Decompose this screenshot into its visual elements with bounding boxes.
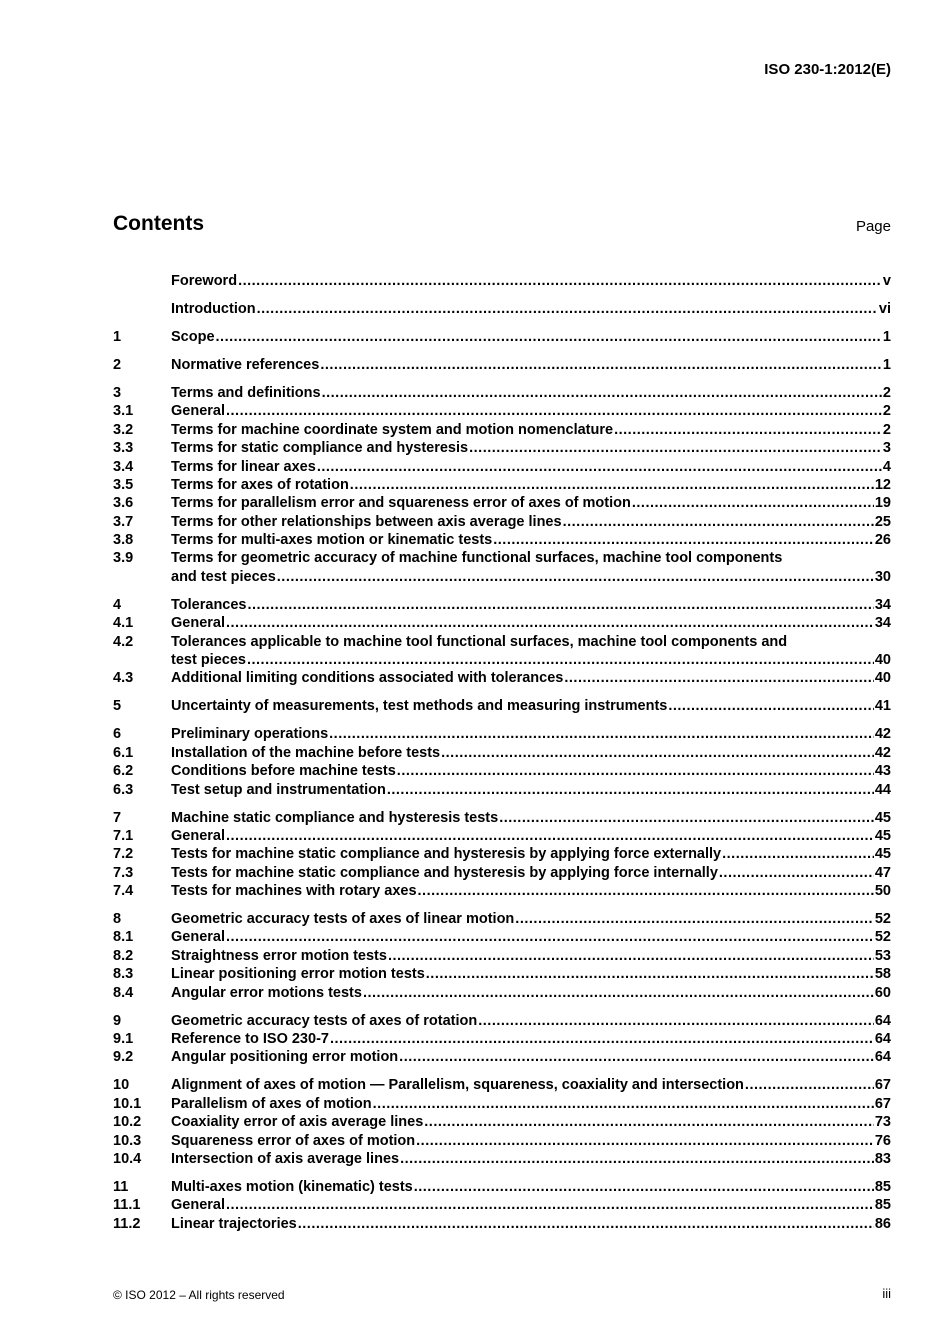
- toc-entry-continuation[interactable]: [113, 651, 891, 669]
- toc-entry-title: Tests for machines with rotary axes: [171, 883, 417, 900]
- toc-entry-page: v: [882, 273, 891, 289]
- toc-entry-page: 2: [882, 384, 891, 401]
- toc-entry[interactable]: [113, 697, 891, 715]
- toc-entry-number: 6: [113, 726, 122, 743]
- toc-entry-number: 4.1: [113, 615, 134, 632]
- toc-entry-title: General: [171, 403, 225, 420]
- dot-leader: [563, 513, 874, 531]
- toc-entry[interactable]: [113, 272, 891, 290]
- toc-entry-page: 73: [874, 1114, 891, 1131]
- toc-entry[interactable]: [113, 928, 891, 946]
- dot-leader: [668, 697, 874, 715]
- dot-leader: [614, 421, 882, 439]
- dot-leader: [426, 965, 874, 983]
- toc-entry-title: Angular positioning error motion: [171, 1049, 399, 1066]
- toc-entry-page: 3: [882, 440, 891, 457]
- toc-entry-title: Straightness error motion tests: [171, 947, 387, 964]
- dot-leader: [478, 1012, 874, 1030]
- toc-entry-page: vi: [878, 300, 891, 317]
- toc-entry-title: Installation of the machine before tests: [171, 744, 441, 761]
- toc-entry-page: 44: [874, 781, 891, 798]
- toc-entry-number: 9.1: [113, 1031, 134, 1047]
- dot-leader: [226, 827, 874, 845]
- toc-entry-title: Geometric accuracy tests of axes of linear motion: [171, 911, 515, 928]
- toc-entry[interactable]: [113, 1030, 891, 1048]
- toc-entry-title: Foreword: [171, 273, 238, 289]
- dot-leader: [469, 439, 882, 457]
- toc-entry-page: 43: [874, 763, 891, 780]
- dot-leader: [226, 928, 874, 946]
- toc-entry-page: 67: [874, 1095, 891, 1112]
- toc-entry-title: Terms for static compliance and hysteresis: [171, 440, 469, 457]
- dot-leader: [397, 762, 874, 780]
- toc-entry-number: 6.1: [113, 744, 134, 761]
- page-number: iii: [882, 1286, 891, 1301]
- toc-entry-title: Linear positioning error motion tests: [171, 966, 425, 983]
- dot-leader: [298, 1215, 874, 1233]
- toc-entry-page: 86: [874, 1215, 891, 1232]
- toc-entry[interactable]: [113, 965, 891, 983]
- toc-entry-number: 8.3: [113, 966, 134, 983]
- toc-entry-page: 67: [874, 1077, 891, 1094]
- toc-entry-number: 9.2: [113, 1049, 134, 1066]
- toc-entry[interactable]: [113, 513, 891, 531]
- toc-entry[interactable]: [113, 494, 891, 512]
- table-of-contents: [113, 272, 891, 1233]
- toc-entry-number: 4: [113, 596, 122, 613]
- toc-entry-title: Squareness error of axes of motion: [171, 1132, 416, 1149]
- toc-entry-number: 11: [113, 1178, 129, 1195]
- toc-entry-page: 45: [874, 809, 891, 826]
- toc-entry-number: 6.3: [113, 781, 134, 798]
- dot-leader: [400, 1150, 874, 1168]
- toc-entry-page: 19: [874, 495, 891, 512]
- toc-entry-title: Alignment of axes of motion — Parallelism, squareness, coaxiality and intersection: [171, 1077, 744, 1094]
- copyright-notice: © ISO 2012 – All rights reserved: [113, 1288, 285, 1302]
- toc-entry[interactable]: [113, 669, 891, 687]
- dot-leader: [320, 356, 882, 374]
- toc-entry-number: 3.3: [113, 440, 134, 457]
- dot-leader: [330, 1030, 874, 1048]
- toc-entry-title: Terms and definitions: [171, 384, 321, 401]
- toc-entry[interactable]: [113, 1150, 891, 1168]
- toc-entry[interactable]: [113, 1178, 891, 1196]
- toc-entry-page: 34: [874, 596, 891, 613]
- toc-entry-title: Tests for machine static compliance and hysteresis by applying force externally: [171, 846, 722, 863]
- toc-entry-number: 10: [113, 1077, 130, 1094]
- toc-entry[interactable]: [113, 910, 891, 928]
- toc-entry-title: Machine static compliance and hysteresis tests: [171, 809, 499, 826]
- toc-entry[interactable]: [113, 827, 891, 845]
- toc-entry-title: Multi-axes motion (kinematic) tests: [171, 1178, 413, 1195]
- toc-entry-page: 58: [874, 966, 891, 983]
- dot-leader: [350, 476, 874, 494]
- toc-entry-page: 4: [882, 458, 891, 475]
- toc-entry[interactable]: [113, 1113, 891, 1131]
- dot-leader: [499, 809, 874, 827]
- toc-entry-title: Terms for linear axes: [171, 458, 316, 475]
- toc-entry-number: 4.2: [113, 633, 134, 650]
- toc-entry-title: Terms for axes of rotation: [171, 476, 349, 493]
- toc-entry[interactable]: [113, 762, 891, 780]
- toc-entry[interactable]: [113, 781, 891, 799]
- document-id: ISO 230-1:2012(E): [764, 61, 891, 78]
- toc-entry-number: 3.2: [113, 421, 134, 438]
- toc-entry[interactable]: [113, 882, 891, 900]
- toc-entry[interactable]: [113, 947, 891, 965]
- dot-leader: [399, 1048, 874, 1066]
- toc-entry-title: Angular error motions tests: [171, 984, 362, 1001]
- toc-entry-title: Reference to ISO 230-7: [171, 1031, 329, 1047]
- toc-entry-number: 10.1: [113, 1095, 142, 1112]
- toc-entry-page: 40: [874, 652, 891, 668]
- dot-leader: [493, 531, 874, 549]
- toc-entry-page: 47: [874, 864, 891, 881]
- dot-leader: [226, 402, 882, 420]
- toc-entry-title: Terms for geometric accuracy of machine functional surfaces, machine tool components: [171, 550, 783, 567]
- toc-entry-number: 3.4: [113, 458, 134, 475]
- toc-entry[interactable]: [113, 402, 891, 420]
- toc-entry-page: 2: [882, 421, 891, 438]
- dot-leader: [745, 1076, 874, 1094]
- toc-entry-title: Terms for parallelism error and squareness error of axes of motion: [171, 495, 631, 512]
- dot-leader: [248, 596, 874, 614]
- dot-leader: [418, 882, 874, 900]
- toc-entry[interactable]: [113, 356, 891, 374]
- toc-entry-title: Preliminary operations: [171, 726, 329, 743]
- toc-entry-number: 10.4: [113, 1150, 142, 1167]
- dot-leader: [632, 494, 874, 512]
- toc-entry[interactable]: [113, 809, 891, 827]
- toc-entry-page: 52: [874, 929, 891, 946]
- contents-title: Contents: [113, 212, 204, 235]
- toc-entry-page: 40: [874, 670, 891, 687]
- toc-entry-title: Introduction: [171, 300, 256, 317]
- toc-entry-number: 3.6: [113, 495, 134, 512]
- toc-entry-title: General: [171, 929, 225, 946]
- dot-leader: [317, 458, 882, 476]
- toc-entry-title: Uncertainty of measurements, test methods and measuring instruments: [171, 698, 668, 715]
- toc-entry[interactable]: [113, 596, 891, 614]
- toc-entry[interactable]: [113, 439, 891, 457]
- toc-entry-title-continued: and test pieces: [171, 568, 276, 585]
- toc-entry-number: 3.5: [113, 476, 134, 493]
- toc-entry[interactable]: [113, 531, 891, 549]
- toc-entry[interactable]: [113, 549, 891, 567]
- toc-entry-title: Terms for other relationships between axis average lines: [171, 513, 562, 530]
- dot-leader: [414, 1178, 874, 1196]
- dot-leader: [424, 1113, 874, 1131]
- toc-entry-page: 85: [874, 1178, 891, 1195]
- toc-entry[interactable]: [113, 1048, 891, 1066]
- toc-entry-page: 2: [882, 403, 891, 420]
- dot-leader: [515, 910, 874, 928]
- toc-entry-number: 11.2: [113, 1215, 141, 1232]
- dot-leader: [722, 845, 874, 863]
- toc-entry-page: 42: [874, 726, 891, 743]
- toc-entry-number: 3.9: [113, 550, 134, 567]
- toc-entry[interactable]: [113, 328, 891, 346]
- toc-entry-page: 34: [874, 615, 891, 632]
- toc-entry-number: 3.8: [113, 532, 134, 549]
- toc-entry-page: 26: [874, 532, 891, 549]
- dot-leader: [226, 614, 874, 632]
- toc-entry-page: 50: [874, 883, 891, 900]
- toc-entry-page: 45: [874, 827, 891, 844]
- toc-entry-title: Tolerances: [171, 596, 247, 613]
- dot-leader: [322, 384, 882, 402]
- toc-entry-number: 6.2: [113, 763, 134, 780]
- dot-leader: [363, 984, 874, 1002]
- toc-entry-number: 10.3: [113, 1132, 142, 1149]
- toc-entry-title: Linear trajectories: [171, 1215, 297, 1232]
- toc-entry-number: 8.4: [113, 984, 134, 1001]
- dot-leader: [238, 272, 882, 290]
- toc-entry-page: 42: [874, 744, 891, 761]
- toc-entry-title: Intersection of axis average lines: [171, 1150, 400, 1167]
- toc-entry-page: 12: [874, 476, 891, 493]
- toc-entry-page: 1: [882, 356, 891, 373]
- toc-entry-number: 3.1: [113, 403, 134, 420]
- toc-entry[interactable]: [113, 1132, 891, 1150]
- toc-entry[interactable]: [113, 1215, 891, 1233]
- toc-entry-page: 53: [874, 947, 891, 964]
- toc-entry-page: 45: [874, 846, 891, 863]
- toc-entry-page: 76: [874, 1132, 891, 1149]
- toc-entry-page: 52: [874, 911, 891, 928]
- toc-entry[interactable]: [113, 458, 891, 476]
- toc-entry[interactable]: [113, 421, 891, 439]
- toc-entry-title: Normative references: [171, 356, 320, 373]
- toc-entry-number: 10.2: [113, 1114, 142, 1131]
- dot-leader: [416, 1132, 874, 1150]
- toc-entry-page: 41: [874, 698, 891, 715]
- toc-entry-number: 3: [113, 384, 122, 401]
- toc-entry[interactable]: [113, 300, 891, 318]
- toc-entry-title-continued: test pieces: [171, 652, 246, 668]
- toc-entry-number: 9: [113, 1012, 122, 1029]
- toc-entry[interactable]: [113, 384, 891, 402]
- toc-entry-title: Geometric accuracy tests of axes of rotation: [171, 1012, 478, 1029]
- toc-entry[interactable]: [113, 845, 891, 863]
- toc-entry-title: General: [171, 827, 225, 844]
- dot-leader: [388, 947, 874, 965]
- toc-entry-number: 7.2: [113, 846, 134, 863]
- dot-leader: [277, 568, 874, 586]
- toc-entry-title: Scope: [171, 328, 215, 345]
- toc-entry[interactable]: [113, 1196, 891, 1214]
- toc-entry[interactable]: [113, 725, 891, 743]
- toc-entry-page: 30: [874, 568, 891, 585]
- toc-entry-page: 83: [874, 1150, 891, 1167]
- dot-leader: [719, 864, 874, 882]
- toc-entry-title: Terms for machine coordinate system and motion nomenclature: [171, 421, 614, 438]
- toc-entry-title: Parallelism of axes of motion: [171, 1095, 372, 1112]
- toc-entry-page: 64: [874, 1049, 891, 1066]
- toc-entry-title: Tests for machine static compliance and hysteresis by applying force internally: [171, 864, 718, 881]
- toc-entry-title: General: [171, 615, 225, 632]
- toc-entry-page: 25: [874, 513, 891, 530]
- dot-leader: [373, 1095, 874, 1113]
- toc-entry-title: Conditions before machine tests: [171, 763, 396, 780]
- dot-leader: [226, 1196, 874, 1214]
- dot-leader: [387, 781, 874, 799]
- toc-entry-page: 60: [874, 984, 891, 1001]
- toc-entry-page: 85: [874, 1197, 891, 1214]
- dot-leader: [329, 725, 874, 743]
- toc-entry-title: General: [171, 1197, 225, 1214]
- toc-entry-number: 7: [113, 809, 122, 826]
- toc-entry-number: 7.3: [113, 864, 134, 881]
- toc-entry[interactable]: [113, 614, 891, 632]
- toc-entry-number: 7.4: [113, 883, 134, 900]
- toc-entry-number: 2: [113, 356, 122, 373]
- toc-entry-title: Test setup and instrumentation: [171, 781, 386, 798]
- toc-entry-continuation[interactable]: [113, 568, 891, 586]
- toc-entry[interactable]: [113, 633, 891, 651]
- toc-entry-title: Additional limiting conditions associated with tolerances: [171, 670, 564, 687]
- toc-entry-number: 7.1: [113, 827, 134, 844]
- toc-entry-page: 1: [882, 328, 891, 345]
- toc-entry-number: 8.1: [113, 929, 134, 946]
- dot-leader: [216, 328, 882, 346]
- toc-entry[interactable]: [113, 1012, 891, 1030]
- page-column-label: Page: [855, 218, 891, 235]
- toc-entry[interactable]: [113, 864, 891, 882]
- toc-entry[interactable]: [113, 744, 891, 762]
- toc-entry-title: Coaxiality error of axis average lines: [171, 1114, 424, 1131]
- toc-entry-page: 64: [874, 1031, 891, 1047]
- toc-entry[interactable]: [113, 1095, 891, 1113]
- toc-entry-number: 11.1: [113, 1197, 141, 1214]
- toc-entry-number: 3.7: [113, 513, 134, 530]
- dot-leader: [564, 669, 874, 687]
- toc-entry-number: 8.2: [113, 947, 134, 964]
- toc-entry[interactable]: [113, 476, 891, 494]
- toc-entry-number: 1: [113, 328, 122, 345]
- toc-entry-title: Tolerances applicable to machine tool functional surfaces, machine tool components and: [171, 633, 788, 650]
- dot-leader: [257, 300, 878, 318]
- toc-entry[interactable]: [113, 984, 891, 1002]
- toc-entry-number: 5: [113, 698, 122, 715]
- dot-leader: [247, 651, 874, 669]
- toc-entry-page: 64: [874, 1012, 891, 1029]
- dot-leader: [441, 744, 874, 762]
- toc-entry-title: Terms for multi-axes motion or kinematic tests: [171, 532, 493, 549]
- toc-entry[interactable]: [113, 1076, 891, 1094]
- toc-entry-number: 4.3: [113, 670, 134, 687]
- toc-entry-number: 8: [113, 911, 122, 928]
